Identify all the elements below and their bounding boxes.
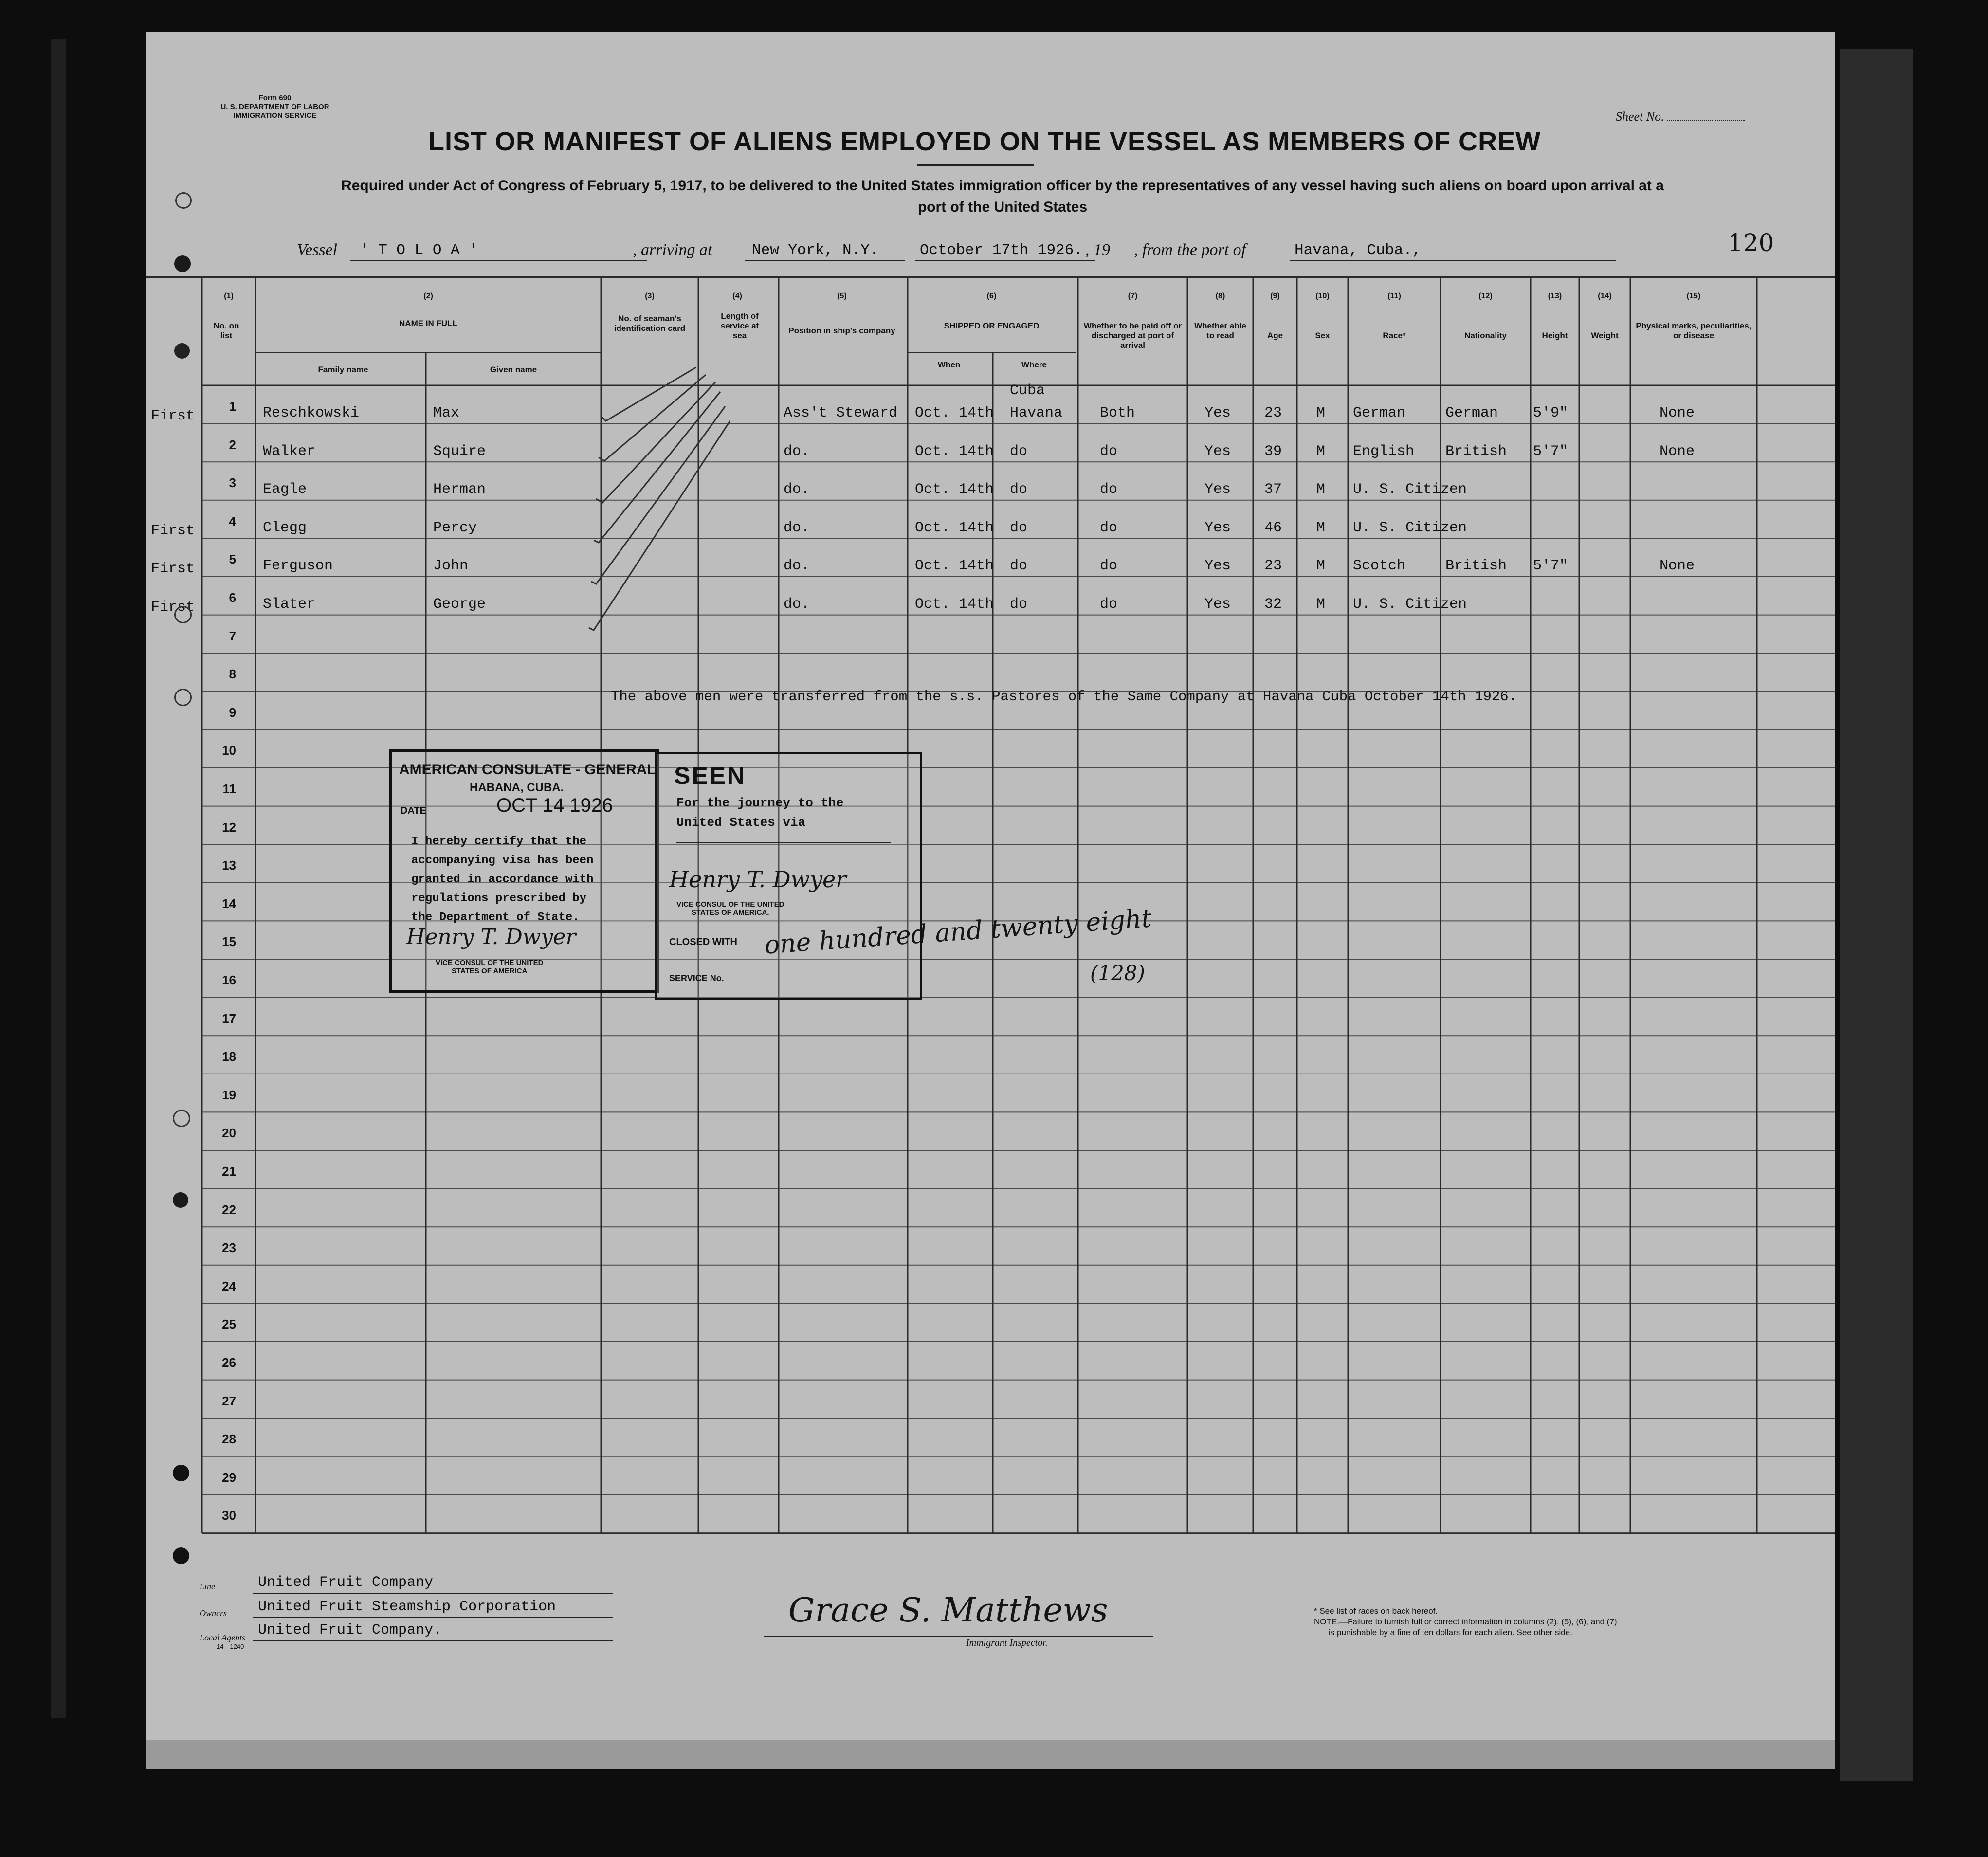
col-number-3: (3) [645,292,655,300]
entry-paid: Both [1100,405,1135,421]
binder-hole [173,1192,188,1208]
inspector-underline [764,1636,1153,1637]
line-label: Line [200,1582,216,1591]
entry-read: Yes [1204,596,1231,613]
penalty-note: NOTE.—Failure to furnish full or correct information in columns (2), (5), (6), and (7) [1314,1617,1617,1626]
check-mark [599,375,706,461]
row-number: 20 [222,1126,236,1141]
entry-position: do. [784,443,810,460]
col-header-height: Height [1542,331,1568,340]
binder-hole [174,343,190,359]
col-number-15: (15) [1686,292,1701,300]
col-number-11: (11) [1387,292,1401,300]
subtitle-line-1: Required under Act of Congress of February 5, 1917, to be delivered to the United States immigration officer by the representatives of any vessel having such aliens on board upon arrival at a [341,178,1664,194]
row-number: 28 [222,1432,236,1447]
entry-where: Havana [1010,405,1063,421]
check-mark [596,382,715,503]
footer-notes [1314,1606,1617,1638]
row-number: 3 [229,475,236,491]
page-edge-left [51,39,66,1718]
owners-label: Owners [200,1608,227,1618]
binder-hole [173,1465,189,1481]
line-value: United Fruit Company [258,1574,434,1591]
col-number-4: (4) [732,292,742,300]
binder-hole [174,255,191,272]
binder-hole [174,689,192,706]
col-number-9: (9) [1270,292,1280,300]
entry-paid: do [1100,519,1118,536]
entry-given: Herman [433,481,486,498]
entry-family: Slater [263,596,316,613]
agents-value: United Fruit Company. [258,1622,442,1639]
sheet-no-label: Sheet No. [1616,109,1745,124]
role-line: VICE CONSUL OF THE UNITED [676,900,784,909]
row-number: 23 [222,1240,236,1256]
entry-when: Oct. 14th [915,519,994,536]
col-header-read: Whether able to read [1194,321,1246,340]
row-number: 25 [222,1317,236,1332]
arriving-label: , arriving at [633,241,712,259]
col-header-where: Where [1021,360,1047,369]
col-header-seaman-id: No. of seaman's identification card [614,314,686,333]
entry-note: First [151,522,195,539]
entry-read: Yes [1204,558,1231,575]
handwritten-count-number: (128) [1090,961,1145,985]
consul-signature-right: Henry T. Dwyer [669,866,847,892]
binder-hole [173,1110,190,1127]
entry-given: George [433,596,486,613]
row-number: 9 [229,705,236,720]
entry-height: 5'9" [1533,405,1569,421]
service-no-label: SERVICE No. [669,973,724,983]
year-label: , 19 [1085,241,1110,259]
row-number: 1 [229,399,236,414]
entry-height: 5'7" [1533,443,1569,460]
check-mark [591,406,725,584]
entry-family: Walker [263,443,316,460]
journey-text [676,793,843,832]
seen-stamp [655,752,922,1000]
row-number: 8 [229,667,236,682]
entry-sex: M [1316,443,1326,460]
row-number: 10 [222,743,236,758]
entry-read: Yes [1204,481,1231,498]
col-header-sex: Sex [1315,331,1330,340]
subtitle-line-2: port of the United States [917,199,1088,215]
stamp-date-label: DATE [401,805,426,816]
penalty-note-2: is punishable by a fine of ten dollars for each alien. See other side. [1329,1628,1572,1637]
col-number-6: (6) [986,292,997,300]
entry-marks: None [1660,558,1695,575]
stamp-date: OCT 14 1926 [496,795,613,816]
entry-position: do. [784,481,810,498]
col-number-14: (14) [1598,292,1612,300]
page-number: 120 [1728,229,1774,257]
col-header-name-in-full: NAME IN FULL [399,319,457,328]
page-edge-bottom [146,1740,1835,1769]
row-number: 17 [222,1011,236,1026]
row-number: 11 [222,782,236,796]
consul-signature-left: Henry T. Dwyer [406,925,576,949]
form-number: Form 690 [258,94,292,102]
journey-line: For the journey to the [676,796,844,810]
col-header-position: Position in ship's company [788,326,895,335]
entry-race: U. S. Citizen [1353,596,1467,613]
arrival-port: New York, N.Y. [752,242,879,259]
check-mark [594,392,720,543]
row-number: 6 [229,590,236,605]
entry-nationality: British [1445,558,1507,575]
entry-family: Eagle [263,481,307,498]
entry-age: 39 [1264,443,1282,460]
role-line: STATES OF AMERICA [451,967,528,975]
departure-port: Havana, Cuba., [1295,242,1422,259]
col-header-race: Race* [1383,331,1406,340]
agents-label: Local Agents [200,1633,246,1642]
entry-nationality: German [1445,405,1498,421]
inspector-signature: Grace S. Matthews [788,1591,1108,1630]
row-number: 13 [222,858,236,873]
entry-read: Yes [1204,443,1231,460]
certify-line: regulations prescribed by [411,892,587,905]
row-number: 27 [222,1393,236,1408]
row-number: 4 [229,513,236,528]
entry-given: John [433,558,469,575]
consul-role-left [436,959,543,975]
col-header-nationality: Nationality [1464,331,1507,340]
owners-underline [253,1617,613,1618]
entry-sex: M [1316,481,1326,498]
entry-where-top: Cuba [1010,382,1045,399]
binder-hole [174,606,192,623]
entry-where: do [1010,596,1028,613]
row-number: 2 [229,437,236,452]
page-title: LIST OR MANIFEST OF ALIENS EMPLOYED ON THE VESSEL AS MEMBERS OF CREW [428,127,1541,156]
form-service: IMMIGRATION SERVICE [233,111,317,120]
race-note: * See list of races on back hereof. [1314,1606,1438,1616]
row-number: 21 [222,1164,236,1179]
consulate-stamp [389,749,659,993]
col-number-1: (1) [224,292,234,300]
entry-where: do [1010,443,1028,460]
col-header-family-name: Family name [318,365,368,374]
transfer-note: The above men were transferred from the s.s. Pastores of the Same Company at Havana Cuba October 14th 1926. [611,689,1517,705]
entry-when: Oct. 14th [915,405,994,421]
consulate-city: HABANA, CUBA. [470,781,564,794]
entry-nationality: British [1445,443,1507,460]
agents-underline [253,1640,613,1641]
entry-read: Yes [1204,405,1231,421]
entry-position: do. [784,519,810,536]
entry-sex: M [1316,596,1326,613]
vessel-name: ' T O L O A ' [360,242,478,259]
entry-note: First [151,599,195,616]
seen-label: SEEN [674,762,747,789]
entry-race: German [1353,405,1406,421]
journey-line: United States via [676,815,806,830]
entry-sex: M [1316,558,1326,575]
col-header-given-name: Given name [490,365,537,374]
entry-age: 46 [1264,519,1282,536]
manifest-sheet [146,32,1835,1740]
col-header-marks: Physical marks, peculiarities, or disease [1636,321,1751,340]
entry-given: Squire [433,443,486,460]
entry-marks: None [1660,405,1695,421]
entry-family: Clegg [263,519,307,536]
entry-height: 5'7" [1533,558,1569,575]
arrival-date: October 17th 1926. [920,242,1083,259]
entry-where: do [1010,481,1028,498]
entry-paid: do [1100,596,1118,613]
role-line: STATES OF AMERICA. [691,909,769,917]
entry-paid: do [1100,558,1118,575]
col-header-paid-off: Whether to be paid off or discharged at port of arrival [1083,321,1182,350]
form-code: 14—1240 [217,1643,244,1650]
row-number: 22 [222,1202,236,1217]
entry-when: Oct. 14th [915,596,994,613]
entry-when: Oct. 14th [915,443,994,460]
entry-sex: M [1316,519,1326,536]
certify-line: accompanying visa has been [411,854,594,867]
certify-line: the Department of State. [411,911,580,924]
entry-race: English [1353,443,1415,460]
col-number-5: (5) [837,292,847,300]
col-number-2: (2) [423,292,433,300]
row-number: 24 [222,1278,236,1293]
entry-when: Oct. 14th [915,481,994,498]
row-number: 18 [222,1049,236,1064]
binder-hole [175,192,192,209]
role-line: VICE CONSUL OF THE UNITED [436,959,544,967]
consulate-header: AMERICAN CONSULATE - GENERAL, [399,762,660,778]
entry-race: U. S. Citizen [1353,481,1467,498]
row-number: 15 [222,934,236,949]
entry-given: Percy [433,519,477,536]
entry-paid: do [1100,481,1118,498]
entry-age: 23 [1264,558,1282,575]
row-number: 14 [222,896,236,911]
row-number: 30 [222,1508,236,1523]
entry-race: Scotch [1353,558,1406,575]
col-number-12: (12) [1478,292,1493,300]
entry-position: do. [784,558,810,575]
entry-when: Oct. 14th [915,558,994,575]
row-number: 5 [229,552,236,567]
entry-sex: M [1316,405,1326,421]
entry-family: Reschkowski [263,405,360,421]
row-number: 7 [229,628,236,643]
certify-text [411,832,593,927]
entry-family: Ferguson [263,558,333,575]
binder-hole [173,1548,189,1564]
entry-read: Yes [1204,519,1231,536]
journey-rule [676,842,891,843]
row-number: 16 [222,973,236,987]
certify-line: granted in accordance with [411,873,594,886]
page-edge-right [1840,49,1913,1781]
entry-given: Max [433,405,460,421]
col-number-7: (7) [1128,292,1138,300]
entry-marks: None [1660,443,1695,460]
entry-age: 32 [1264,596,1282,613]
owners-value: United Fruit Steamship Corporation [258,1599,556,1615]
col-header-shipped: SHIPPED OR ENGAGED [944,321,1040,330]
row-number: 12 [222,819,236,835]
from-port-label: , from the port of [1134,241,1246,259]
col-header-length: Length of service at sea [720,311,759,340]
row-number: 26 [222,1355,236,1370]
consul-role-right [676,900,784,917]
certify-line: I hereby certify that the [411,835,587,848]
closed-with-label: CLOSED WITH [669,937,737,947]
inspector-label: Immigrant Inspector. [966,1638,1048,1648]
line-underline [253,1593,613,1594]
check-mark [589,421,730,630]
entry-note: First [151,408,195,424]
form-department: U. S. DEPARTMENT OF LABOR [220,103,329,111]
col-number-10: (10) [1315,292,1330,300]
entry-where: do [1010,558,1028,575]
entry-note: First [151,561,195,578]
entry-position: Ass't Steward [784,405,898,421]
col-number-13: (13) [1548,292,1562,300]
col-header-age: Age [1267,331,1283,340]
col-header-when: When [937,360,961,369]
vessel-label: Vessel [297,241,338,259]
entry-position: do. [784,596,810,613]
entry-paid: do [1100,443,1118,460]
col-header-weight: Weight [1591,331,1619,340]
entry-race: U. S. Citizen [1353,519,1467,536]
entry-age: 23 [1264,405,1282,421]
row-number: 29 [222,1470,236,1485]
footer [146,1565,1835,1691]
handwritten-count: one hundred and twenty eight [763,904,1153,960]
col-number-8: (8) [1215,292,1225,300]
row-number: 19 [222,1087,236,1102]
col-header-no-on-list: No. on list [213,321,239,340]
entry-age: 37 [1264,481,1282,498]
entry-where: do [1010,519,1028,536]
